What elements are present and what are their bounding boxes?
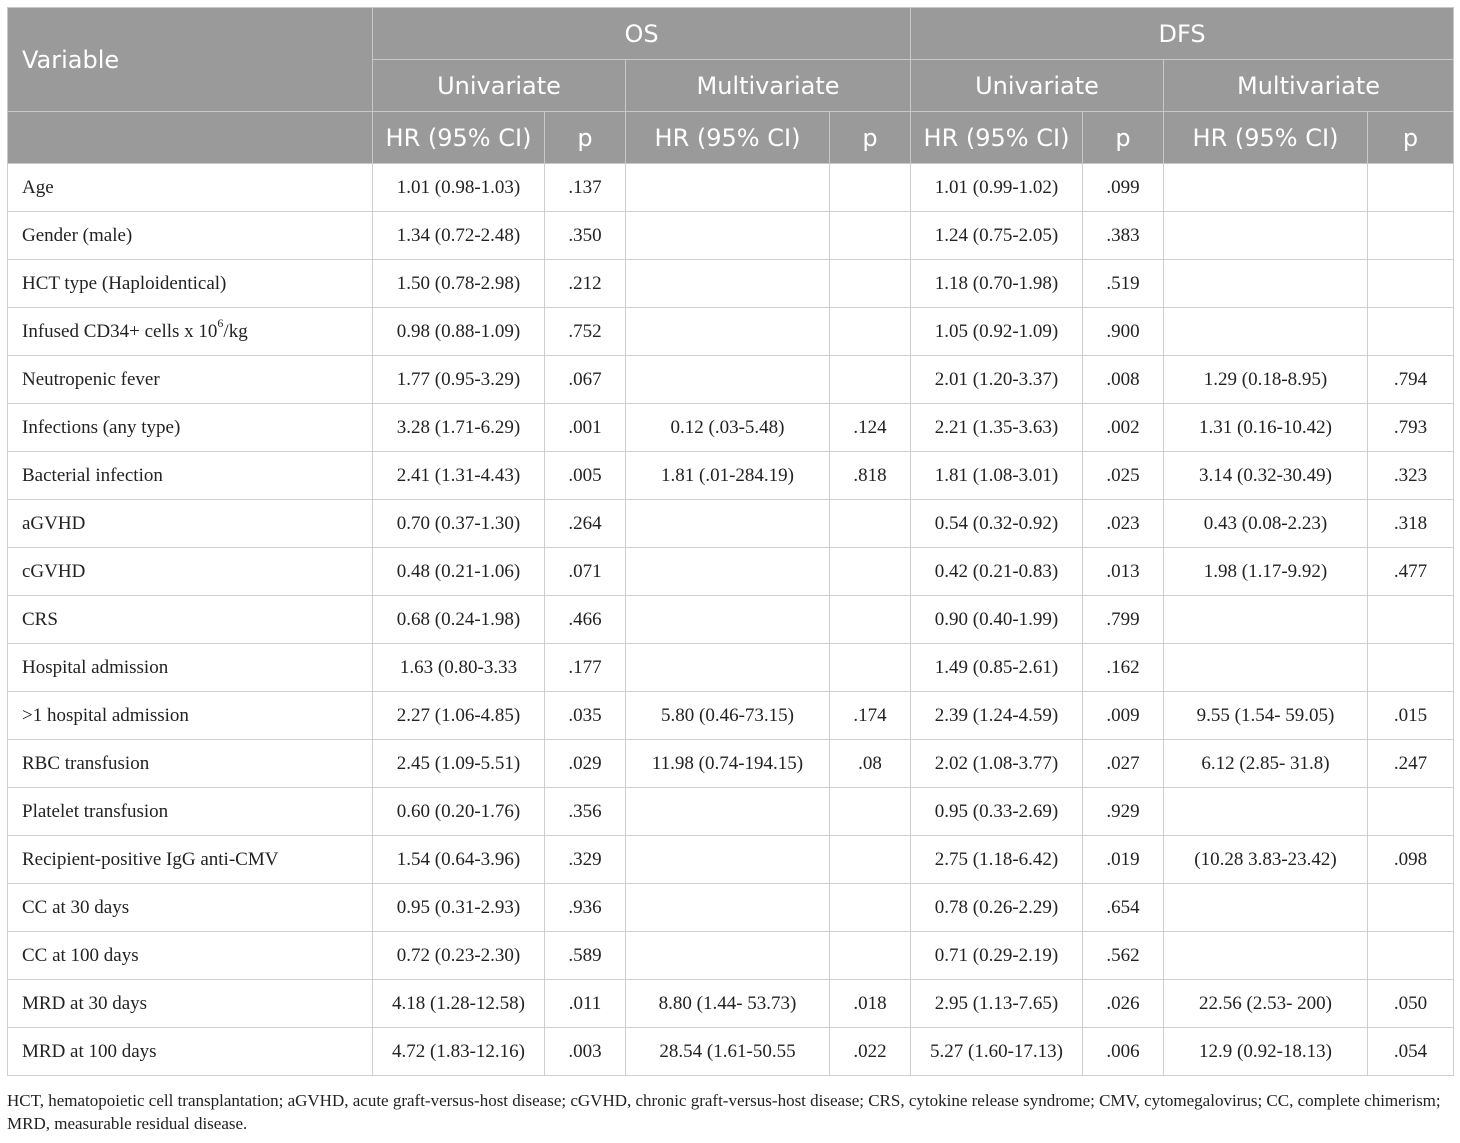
variable-label: Infections (any type) (22, 416, 181, 438)
variable-cell (8, 884, 373, 932)
p-value-cell: .466 (545, 596, 626, 644)
p-value-cell: .177 (545, 644, 626, 692)
p-value-cell: .752 (545, 308, 626, 356)
column-header: HR (95% CI) (626, 112, 830, 164)
variable-label: CRS (22, 608, 58, 630)
hr-ci-cell: 1.18 (0.70-1.98) (911, 260, 1083, 308)
p-value-cell: .350 (545, 212, 626, 260)
hr-ci-cell: 3.28 (1.71-6.29) (373, 404, 545, 452)
p-value-cell: .001 (545, 404, 626, 452)
hr-ci-cell: 1.54 (0.64-3.96) (373, 836, 545, 884)
p-value-cell: .318 (1368, 500, 1454, 548)
hr-ci-cell: 12.9 (0.92-18.13) (1164, 1028, 1368, 1076)
hr-ci-cell (626, 212, 830, 260)
variable-cell (8, 500, 373, 548)
hr-ci-cell: 28.54 (1.61-50.55 (626, 1028, 830, 1076)
variable-cell (8, 836, 373, 884)
table-row (8, 932, 1454, 980)
hr-ci-cell: 0.98 (0.88-1.09) (373, 308, 545, 356)
table-row (8, 308, 1454, 356)
variable-cell (8, 932, 373, 980)
variable-cell (8, 260, 373, 308)
hr-ci-cell: 4.18 (1.28-12.58) (373, 980, 545, 1028)
variable-cell (8, 548, 373, 596)
p-value-cell: .212 (545, 260, 626, 308)
dfs-multivariate-header: Multivariate (1164, 60, 1454, 112)
p-value-cell: .050 (1368, 980, 1454, 1028)
table-row (8, 692, 1454, 740)
table-row (8, 260, 1454, 308)
p-value-cell: .067 (545, 356, 626, 404)
p-value-cell: .005 (545, 452, 626, 500)
p-value-cell: .936 (545, 884, 626, 932)
hr-ci-cell: 0.95 (0.33-2.69) (911, 788, 1083, 836)
column-header: HR (95% CI) (373, 112, 545, 164)
variable-cell (8, 164, 373, 212)
p-value-cell: .383 (1083, 212, 1164, 260)
p-value-cell (1368, 644, 1454, 692)
p-value-cell (830, 932, 911, 980)
table-row (8, 404, 1454, 452)
column-header: HR (95% CI) (911, 112, 1083, 164)
variable-cell (8, 692, 373, 740)
hr-ci-cell: 1.49 (0.85-2.61) (911, 644, 1083, 692)
variable-label: cGVHD (22, 560, 86, 582)
table-row (8, 596, 1454, 644)
hr-ci-cell: 0.90 (0.40-1.99) (911, 596, 1083, 644)
hr-ci-cell (626, 164, 830, 212)
variable-header: Variable (8, 8, 373, 112)
p-value-cell: .124 (830, 404, 911, 452)
hr-ci-cell: 0.48 (0.21-1.06) (373, 548, 545, 596)
hr-ci-cell: 1.81 (1.08-3.01) (911, 452, 1083, 500)
p-value-cell (1368, 260, 1454, 308)
p-value-cell (1368, 308, 1454, 356)
p-value-cell: .562 (1083, 932, 1164, 980)
hr-ci-cell (626, 548, 830, 596)
variable-cell (8, 1028, 373, 1076)
p-value-cell: .027 (1083, 740, 1164, 788)
variable-label: RBC transfusion (22, 752, 150, 774)
variable-label: Hospital admission (22, 656, 169, 678)
hr-ci-cell: 0.70 (0.37-1.30) (373, 500, 545, 548)
p-value-cell: .035 (545, 692, 626, 740)
hr-ci-cell: 1.01 (0.99-1.02) (911, 164, 1083, 212)
hr-ci-cell: 0.43 (0.08-2.23) (1164, 500, 1368, 548)
hr-ci-cell: 1.05 (0.92-1.09) (911, 308, 1083, 356)
variable-label: CC at 100 days (22, 944, 139, 966)
variable-cell (8, 404, 373, 452)
hr-ci-cell (1164, 884, 1368, 932)
table-row (8, 452, 1454, 500)
dfs-group-header: DFS (911, 8, 1454, 60)
p-value-cell: .006 (1083, 1028, 1164, 1076)
p-value-cell: .162 (1083, 644, 1164, 692)
hr-ci-cell: 9.55 (1.54- 59.05) (1164, 692, 1368, 740)
hr-ci-cell (1164, 596, 1368, 644)
table-row (8, 500, 1454, 548)
hr-ci-cell: 2.27 (1.06-4.85) (373, 692, 545, 740)
variable-label: CC at 30 days (22, 896, 130, 918)
p-value-cell: .799 (1083, 596, 1164, 644)
table-row (8, 788, 1454, 836)
table-row (8, 212, 1454, 260)
hr-ci-cell: 0.54 (0.32-0.92) (911, 500, 1083, 548)
os-multivariate-header: Multivariate (626, 60, 911, 112)
p-value-cell: .477 (1368, 548, 1454, 596)
p-value-cell (1368, 212, 1454, 260)
variable-cell (8, 596, 373, 644)
p-value-cell (1368, 884, 1454, 932)
hr-ci-cell: 2.02 (1.08-3.77) (911, 740, 1083, 788)
variable-cell (8, 788, 373, 836)
table-row (8, 836, 1454, 884)
variable-label: Gender (male) (22, 224, 133, 246)
p-value-cell: .019 (1083, 836, 1164, 884)
table-row (8, 644, 1454, 692)
os-univariate-header: Univariate (373, 60, 626, 112)
hr-ci-cell: 8.80 (1.44- 53.73) (626, 980, 830, 1028)
variable-cell (8, 308, 373, 356)
column-header: HR (95% CI) (1164, 112, 1368, 164)
hr-ci-cell (626, 260, 830, 308)
hazard-ratio-table (7, 7, 1454, 1076)
hr-ci-cell: 2.45 (1.09-5.51) (373, 740, 545, 788)
variable-label: Age (22, 176, 54, 198)
hr-ci-cell: 0.78 (0.26-2.29) (911, 884, 1083, 932)
p-value-cell: .929 (1083, 788, 1164, 836)
p-value-cell: .025 (1083, 452, 1164, 500)
variable-label: MRD at 100 days (22, 1040, 157, 1062)
hr-ci-cell: 1.29 (0.18-8.95) (1164, 356, 1368, 404)
p-value-cell: .137 (545, 164, 626, 212)
p-value-cell: .015 (1368, 692, 1454, 740)
p-value-cell: .794 (1368, 356, 1454, 404)
hr-ci-cell: 2.21 (1.35-3.63) (911, 404, 1083, 452)
hr-ci-cell: (10.28 3.83-23.42) (1164, 836, 1368, 884)
p-value-cell: .011 (545, 980, 626, 1028)
hr-ci-cell (1164, 212, 1368, 260)
variable-cell (8, 644, 373, 692)
hr-ci-cell (626, 644, 830, 692)
column-header: p (1368, 112, 1454, 164)
column-header: p (545, 112, 626, 164)
table-row (8, 356, 1454, 404)
hr-ci-cell: 2.41 (1.31-4.43) (373, 452, 545, 500)
variable-cell (8, 452, 373, 500)
hr-ci-cell: 3.14 (0.32-30.49) (1164, 452, 1368, 500)
p-value-cell: .013 (1083, 548, 1164, 596)
hr-ci-cell (626, 836, 830, 884)
hr-ci-cell (1164, 932, 1368, 980)
p-value-cell: .054 (1368, 1028, 1454, 1076)
p-value-cell (1368, 932, 1454, 980)
hr-ci-cell: 4.72 (1.83-12.16) (373, 1028, 545, 1076)
hr-ci-cell: 5.27 (1.60-17.13) (911, 1028, 1083, 1076)
hr-ci-cell: 6.12 (2.85- 31.8) (1164, 740, 1368, 788)
p-value-cell (830, 884, 911, 932)
variable-header-blank (8, 112, 373, 164)
hr-ci-cell: 0.12 (.03-5.48) (626, 404, 830, 452)
p-value-cell: .356 (545, 788, 626, 836)
p-value-cell: .023 (1083, 500, 1164, 548)
hr-ci-cell: 1.77 (0.95-3.29) (373, 356, 545, 404)
hr-ci-cell (1164, 308, 1368, 356)
variable-label: Recipient-positive IgG anti-CMV (22, 848, 279, 870)
p-value-cell: .022 (830, 1028, 911, 1076)
hr-ci-cell (1164, 164, 1368, 212)
variable-label: Bacterial infection (22, 464, 163, 486)
p-value-cell (1368, 164, 1454, 212)
p-value-cell: .247 (1368, 740, 1454, 788)
hr-ci-cell: 2.01 (1.20-3.37) (911, 356, 1083, 404)
hr-ci-cell: 2.75 (1.18-6.42) (911, 836, 1083, 884)
hr-ci-cell: 0.95 (0.31-2.93) (373, 884, 545, 932)
table-body (8, 164, 1454, 1076)
dfs-univariate-header: Univariate (911, 60, 1164, 112)
hr-ci-cell: 1.01 (0.98-1.03) (373, 164, 545, 212)
p-value-cell: .008 (1083, 356, 1164, 404)
hr-ci-cell (626, 596, 830, 644)
p-value-cell: .818 (830, 452, 911, 500)
hr-ci-cell: 2.95 (1.13-7.65) (911, 980, 1083, 1028)
table-row (8, 164, 1454, 212)
hr-ci-cell: 0.60 (0.20-1.76) (373, 788, 545, 836)
p-value-cell: .029 (545, 740, 626, 788)
p-value-cell (830, 500, 911, 548)
p-value-cell: .793 (1368, 404, 1454, 452)
column-header: p (830, 112, 911, 164)
hr-ci-cell: 0.68 (0.24-1.98) (373, 596, 545, 644)
hr-ci-cell: 1.50 (0.78-2.98) (373, 260, 545, 308)
os-group-header: OS (373, 8, 911, 60)
variable-unit: /kg (223, 320, 248, 342)
p-value-cell (830, 212, 911, 260)
p-value-cell: .174 (830, 692, 911, 740)
hr-ci-cell: 2.39 (1.24-4.59) (911, 692, 1083, 740)
p-value-cell: .654 (1083, 884, 1164, 932)
variable-label: Platelet transfusion (22, 800, 169, 822)
p-value-cell: .329 (545, 836, 626, 884)
p-value-cell (830, 164, 911, 212)
table-row (8, 980, 1454, 1028)
p-value-cell (1368, 788, 1454, 836)
hr-ci-cell: 22.56 (2.53- 200) (1164, 980, 1368, 1028)
table-footnote: HCT, hematopoietic cell transplantation; aGVHD, acute graft-versus-host disease; cGVHD, chronic graft-versus-host disease; CRS, cytokine release syndrome; CMV, cytomegalovirus; CC, complete chimerism; MRD, measurable residual disease. (7, 1091, 1441, 1133)
p-value-cell: .519 (1083, 260, 1164, 308)
p-value-cell: .323 (1368, 452, 1454, 500)
p-value-cell: .018 (830, 980, 911, 1028)
hr-ci-cell (626, 884, 830, 932)
variable-label: >1 hospital admission (22, 704, 189, 726)
hr-ci-cell (626, 356, 830, 404)
hr-ci-cell: 0.72 (0.23-2.30) (373, 932, 545, 980)
p-value-cell: .026 (1083, 980, 1164, 1028)
p-value-cell: .009 (1083, 692, 1164, 740)
hr-ci-cell (626, 932, 830, 980)
variable-label: Infused CD34+ cells x 10 (22, 320, 218, 342)
hr-ci-cell: 1.63 (0.80-3.33 (373, 644, 545, 692)
exponent: 6 (217, 316, 224, 331)
p-value-cell: .002 (1083, 404, 1164, 452)
table-row (8, 548, 1454, 596)
table-container (7, 7, 1453, 1076)
variable-cell (8, 356, 373, 404)
hr-ci-cell: 1.98 (1.17-9.92) (1164, 548, 1368, 596)
hr-ci-cell: 5.80 (0.46-73.15) (626, 692, 830, 740)
p-value-cell (830, 356, 911, 404)
hr-ci-cell: 1.31 (0.16-10.42) (1164, 404, 1368, 452)
p-value-cell: .589 (545, 932, 626, 980)
hr-ci-cell: 1.81 (.01-284.19) (626, 452, 830, 500)
p-value-cell (830, 548, 911, 596)
p-value-cell (830, 644, 911, 692)
variable-cell (8, 980, 373, 1028)
hr-ci-cell (626, 308, 830, 356)
hr-ci-cell: 0.71 (0.29-2.19) (911, 932, 1083, 980)
p-value-cell: .071 (545, 548, 626, 596)
hr-ci-cell: 11.98 (0.74-194.15) (626, 740, 830, 788)
hr-ci-cell: 0.42 (0.21-0.83) (911, 548, 1083, 596)
p-value-cell: .003 (545, 1028, 626, 1076)
hr-ci-cell (1164, 788, 1368, 836)
hr-ci-cell: 1.24 (0.75-2.05) (911, 212, 1083, 260)
hr-ci-cell (626, 788, 830, 836)
hr-ci-cell: 1.34 (0.72-2.48) (373, 212, 545, 260)
variable-label: HCT type (Haploidentical) (22, 272, 227, 294)
table-row (8, 884, 1454, 932)
p-value-cell (830, 596, 911, 644)
p-value-cell: .08 (830, 740, 911, 788)
variable-label: Neutropenic fever (22, 368, 160, 390)
variable-cell (8, 740, 373, 788)
p-value-cell (1368, 596, 1454, 644)
variable-cell (8, 212, 373, 260)
p-value-cell: .098 (1368, 836, 1454, 884)
p-value-cell (830, 788, 911, 836)
p-value-cell (830, 308, 911, 356)
variable-label: MRD at 30 days (22, 992, 148, 1014)
p-value-cell: .264 (545, 500, 626, 548)
table-row (8, 1028, 1454, 1076)
hr-ci-cell (626, 500, 830, 548)
hr-ci-cell (1164, 260, 1368, 308)
table-row (8, 740, 1454, 788)
p-value-cell (830, 836, 911, 884)
column-header: p (1083, 112, 1164, 164)
p-value-cell: .099 (1083, 164, 1164, 212)
p-value-cell: .900 (1083, 308, 1164, 356)
p-value-cell (830, 260, 911, 308)
variable-label: aGVHD (22, 512, 86, 534)
hr-ci-cell (1164, 644, 1368, 692)
